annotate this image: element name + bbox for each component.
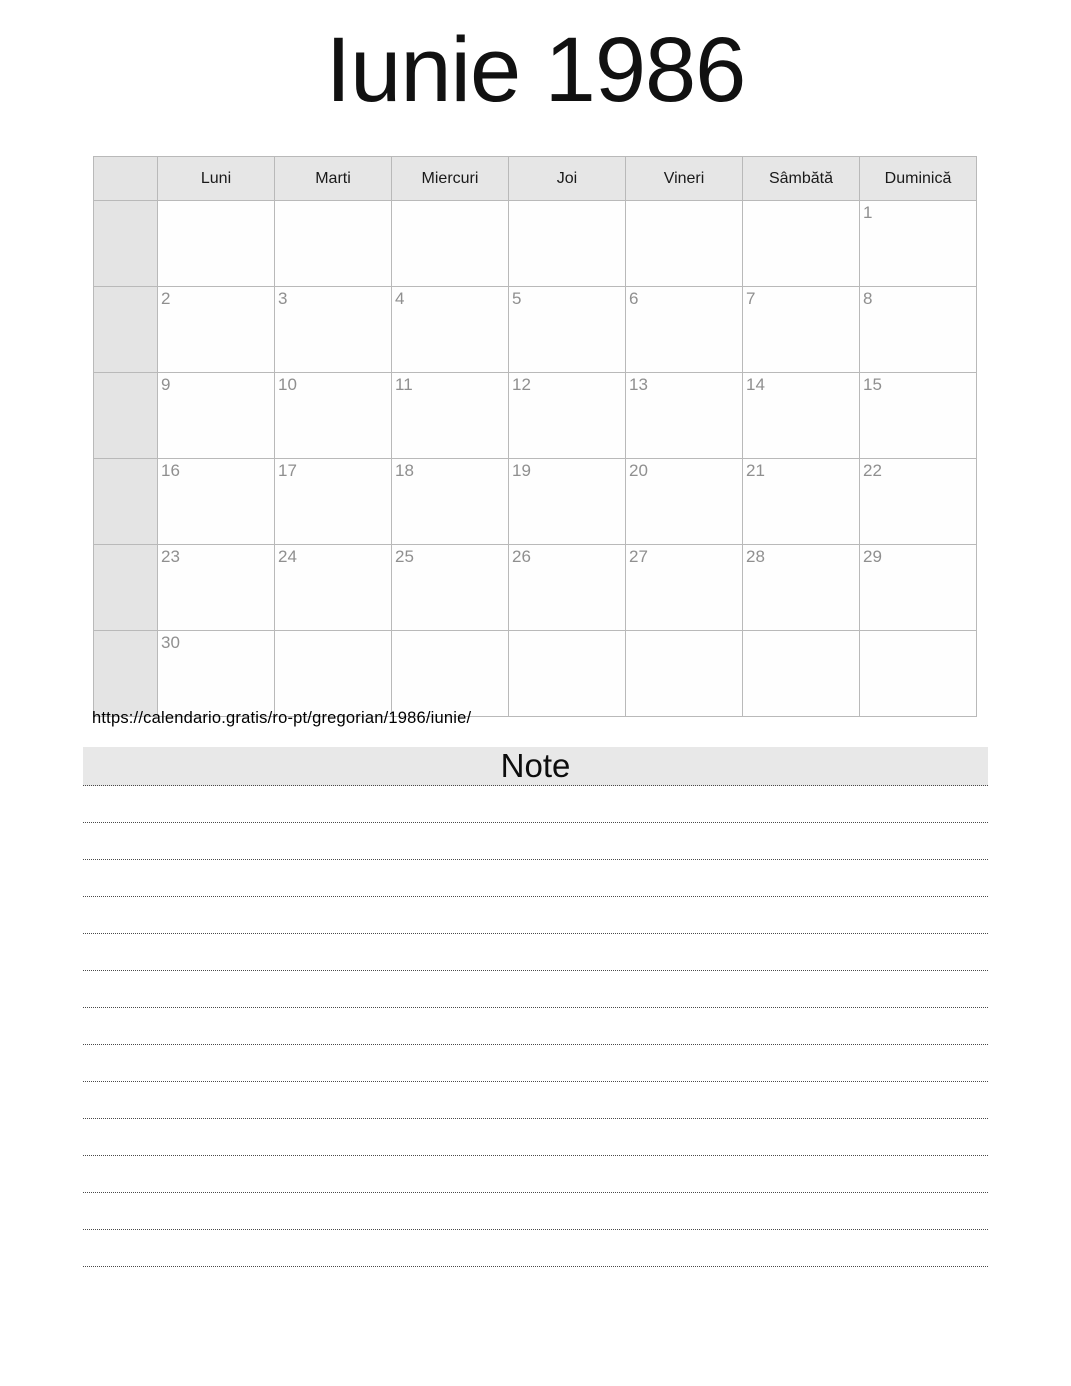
calendar-week-row (94, 373, 977, 459)
calendar-empty-cell (275, 631, 392, 717)
calendar-day-cell: 3 (275, 287, 392, 373)
calendar-day-cell: 4 (392, 287, 509, 373)
calendar-day-cell: 23 (158, 545, 275, 631)
calendar-day-cell: 22 (860, 459, 977, 545)
calendar-empty-cell (509, 631, 626, 717)
calendar-day-cell: 14 (743, 373, 860, 459)
week-gutter-cell (94, 459, 158, 545)
calendar-empty-cell (509, 201, 626, 287)
calendar-day-cell: 13 (626, 373, 743, 459)
note-ruled-line (83, 1119, 988, 1156)
week-gutter-header (94, 157, 158, 201)
note-ruled-line (83, 1156, 988, 1193)
calendar-day-cell: 6 (626, 287, 743, 373)
calendar-week-row (94, 287, 977, 373)
week-gutter-cell (94, 373, 158, 459)
source-url: https://calendario.gratis/ro-pt/gregorian/1986/iunie/ (92, 709, 472, 727)
week-gutter-cell (94, 287, 158, 373)
weekday-header: Sâmbătă (743, 157, 860, 201)
weekday-header: Marti (275, 157, 392, 201)
notes-lines-area (83, 786, 988, 1267)
calendar-table (93, 156, 977, 717)
calendar-day-cell: 19 (509, 459, 626, 545)
weekday-header: Miercuri (392, 157, 509, 201)
note-ruled-line (83, 1230, 988, 1267)
calendar-week-row (94, 459, 977, 545)
calendar-day-cell: 28 (743, 545, 860, 631)
weekday-header: Duminică (860, 157, 977, 201)
calendar-day-cell: 24 (275, 545, 392, 631)
calendar-day-cell: 27 (626, 545, 743, 631)
note-ruled-line (83, 897, 988, 934)
calendar-day-cell: 30 (158, 631, 275, 717)
note-ruled-line (83, 1082, 988, 1119)
note-ruled-line (83, 934, 988, 971)
note-ruled-line (83, 1008, 988, 1045)
calendar-day-cell: 11 (392, 373, 509, 459)
calendar-empty-cell (275, 201, 392, 287)
note-ruled-line (83, 860, 988, 897)
calendar-empty-cell (158, 201, 275, 287)
calendar-empty-cell (860, 631, 977, 717)
weekday-header: Joi (509, 157, 626, 201)
calendar-day-cell: 16 (158, 459, 275, 545)
calendar-day-cell: 29 (860, 545, 977, 631)
calendar-day-cell: 9 (158, 373, 275, 459)
note-ruled-line (83, 1045, 988, 1082)
week-gutter-cell (94, 631, 158, 717)
calendar-day-cell: 10 (275, 373, 392, 459)
calendar-day-cell: 25 (392, 545, 509, 631)
calendar-week-row (94, 201, 977, 287)
calendar-day-cell: 26 (509, 545, 626, 631)
calendar-day-cell: 2 (158, 287, 275, 373)
calendar-day-cell: 5 (509, 287, 626, 373)
calendar-empty-cell (392, 631, 509, 717)
notes-heading: Note (500, 747, 571, 784)
calendar-day-cell: 17 (275, 459, 392, 545)
calendar-empty-cell (743, 631, 860, 717)
calendar-empty-cell (626, 201, 743, 287)
calendar-day-cell: 7 (743, 287, 860, 373)
calendar-day-cell: 12 (509, 373, 626, 459)
calendar-empty-cell (626, 631, 743, 717)
week-gutter-cell (94, 545, 158, 631)
page-title: Iunie 1986 (325, 19, 746, 121)
week-gutter-cell (94, 201, 158, 287)
calendar-week-row (94, 545, 977, 631)
calendar-day-cell: 20 (626, 459, 743, 545)
weekday-header: Luni (158, 157, 275, 201)
calendar-day-cell: 1 (860, 201, 977, 287)
calendar-body (94, 201, 977, 717)
calendar-empty-cell (743, 201, 860, 287)
weekday-header: Vineri (626, 157, 743, 201)
calendar-day-cell: 15 (860, 373, 977, 459)
notes-header-bar (83, 747, 988, 786)
note-ruled-line (83, 971, 988, 1008)
calendar-week-row (94, 631, 977, 717)
calendar-day-cell: 18 (392, 459, 509, 545)
weekday-header-row (94, 157, 977, 201)
calendar-day-cell: 8 (860, 287, 977, 373)
note-ruled-line (83, 823, 988, 860)
calendar-empty-cell (392, 201, 509, 287)
note-ruled-line (83, 786, 988, 823)
note-ruled-line (83, 1193, 988, 1230)
calendar-day-cell: 21 (743, 459, 860, 545)
